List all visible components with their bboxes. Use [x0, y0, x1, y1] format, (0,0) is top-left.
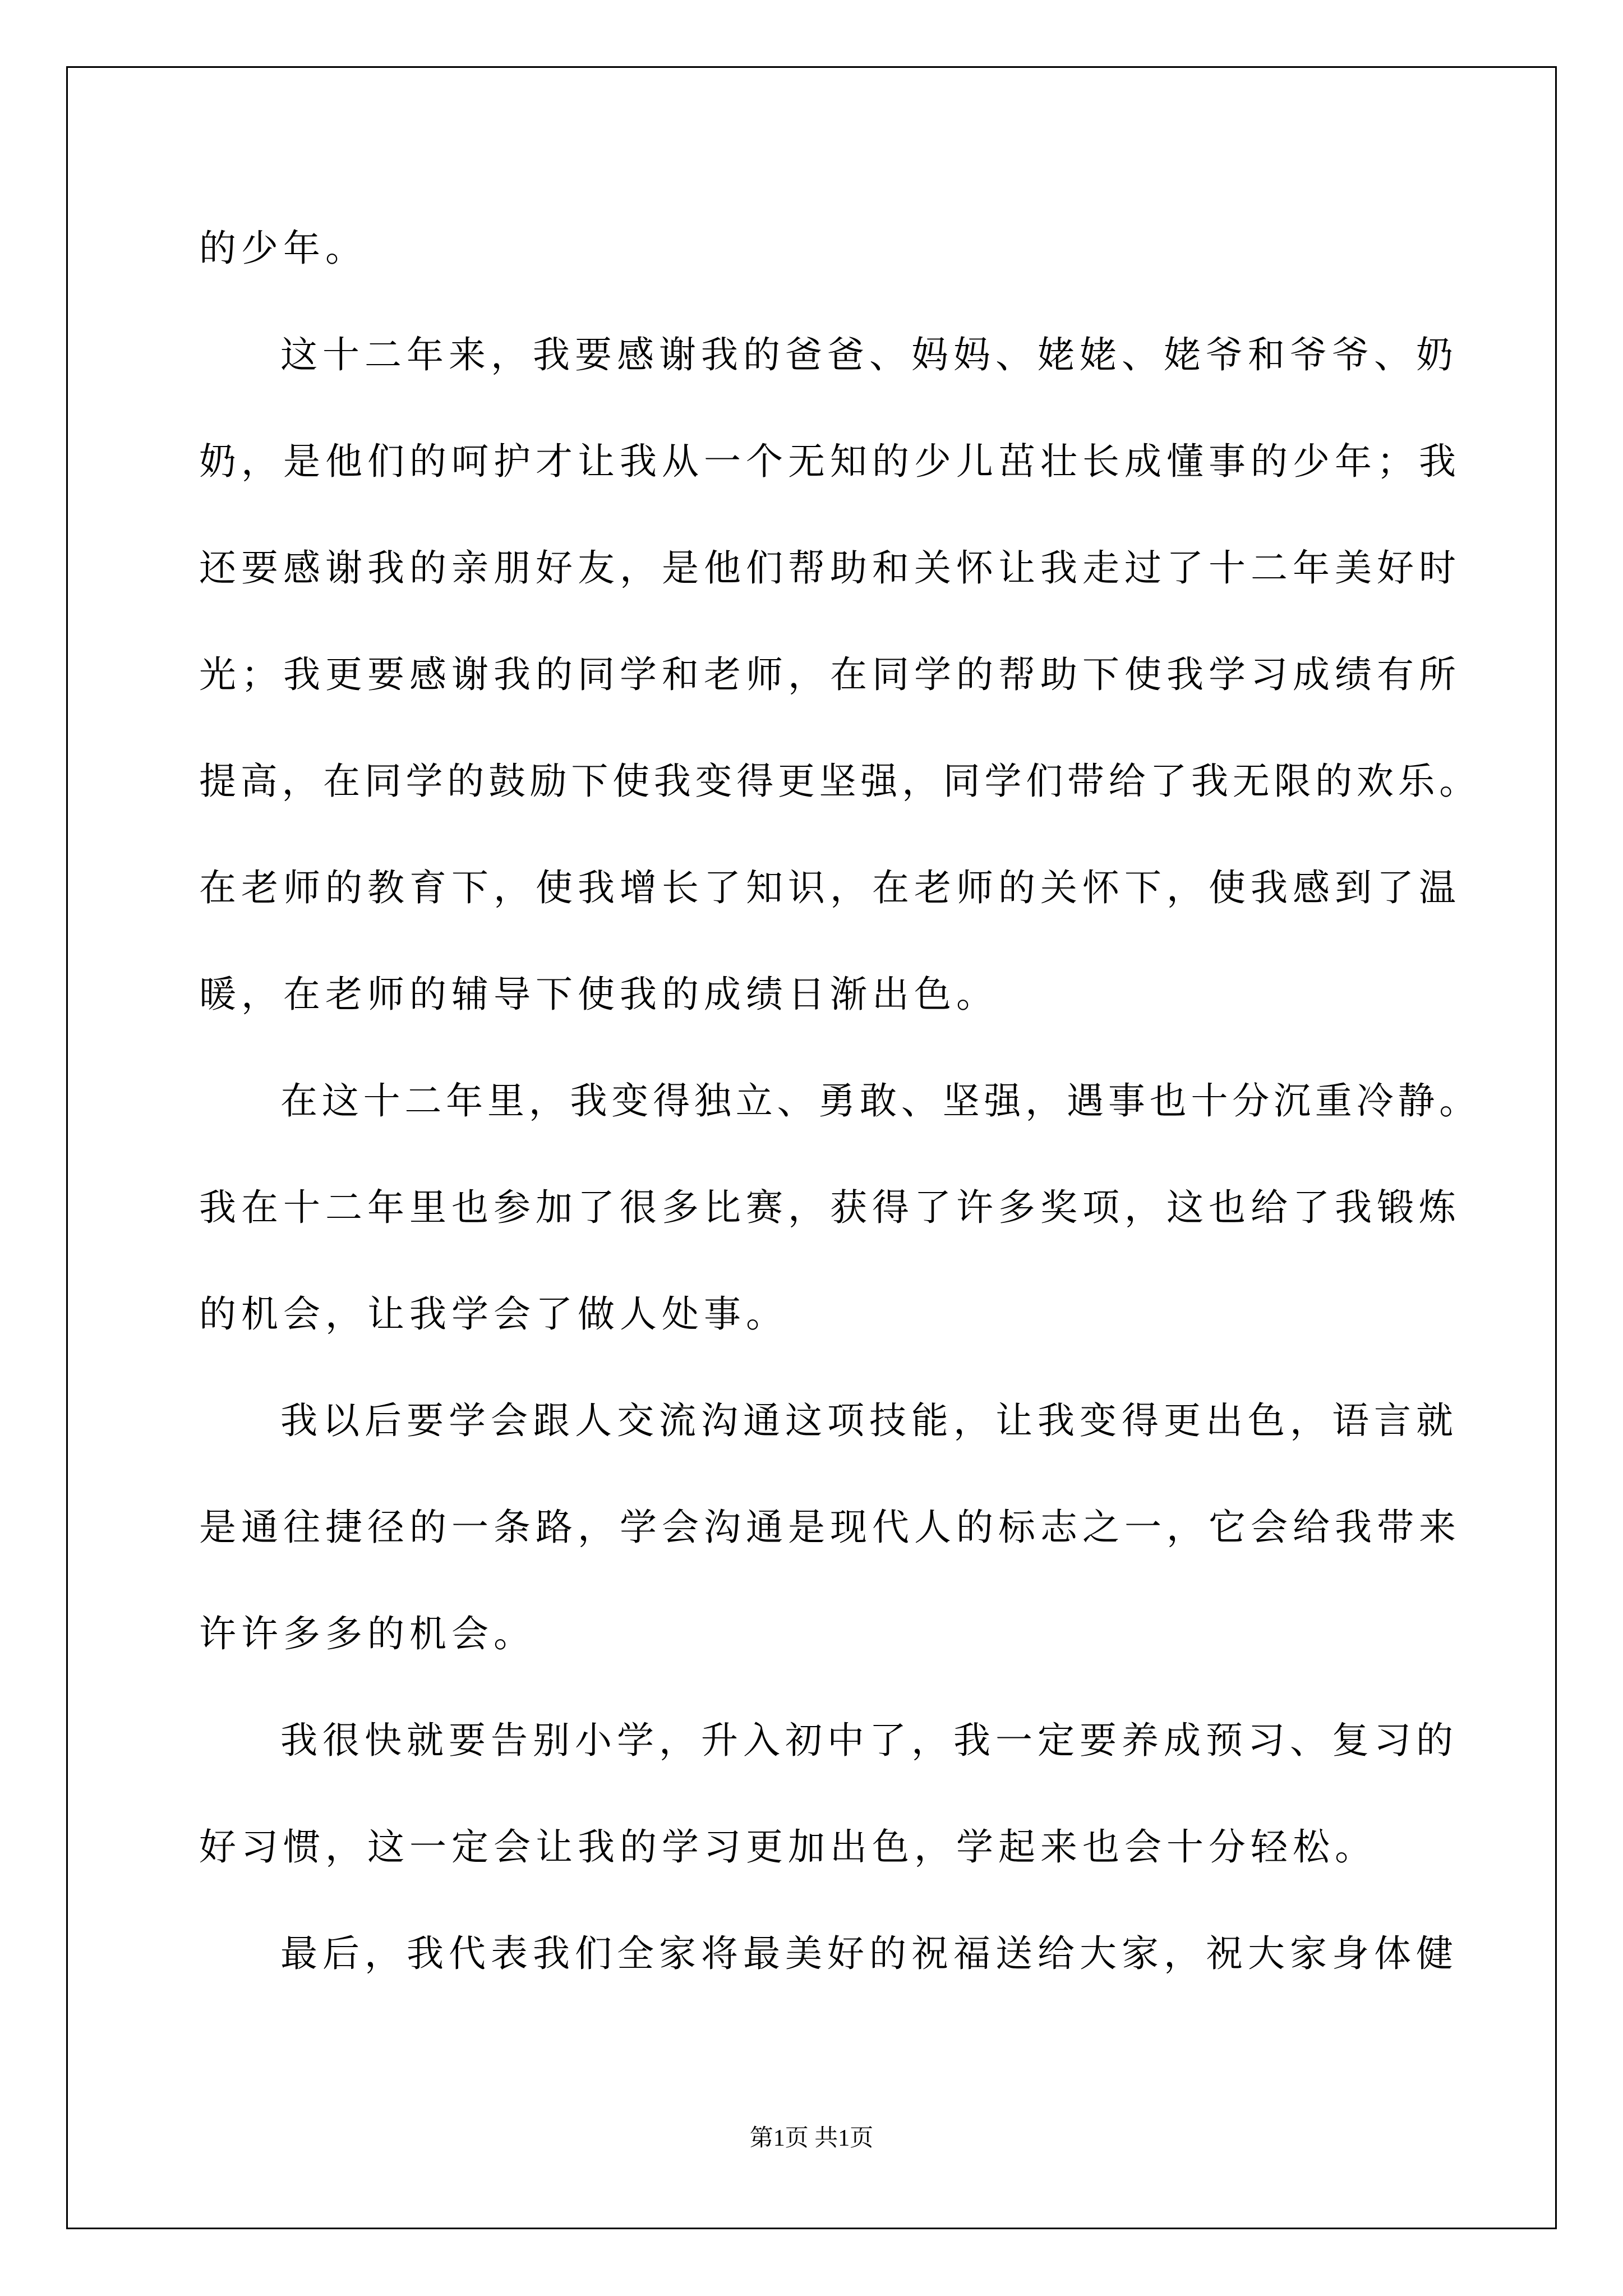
- page-number: 第1页 共1页: [749, 2125, 874, 2151]
- text-line: 许许多多的机会。: [199, 1612, 536, 1655]
- text-line: 在老师的教育下，使我增长了知识，在老师的关怀下，使我感到了温: [199, 866, 1461, 909]
- text-line: 奶，是他们的呵护才让我从一个无知的少儿茁壮长成懂事的少年；我: [199, 440, 1461, 483]
- text-line: 好习惯，这一定会让我的学习更加出色，学起来也会十分轻松。: [199, 1825, 1377, 1869]
- text-line: 是通往捷径的一条路，学会沟通是现代人的标志之一，它会给我带来: [199, 1506, 1461, 1549]
- text-line: 最后，我代表我们全家将最美好的祝福送给大家，祝大家身体健: [280, 1932, 1458, 1975]
- text-line: 在这十二年里，我变得独立、勇敢、坚强，遇事也十分沉重冷静。: [280, 1079, 1481, 1122]
- text-line: 我以后要学会跟人交流沟通这项技能，让我变得更出色，语言就: [280, 1399, 1458, 1442]
- text-line: 我在十二年里也参加了很多比赛，获得了许多奖项，这也给了我锻炼: [199, 1186, 1461, 1229]
- text-line: 的机会，让我学会了做人处事。: [199, 1292, 788, 1336]
- text-line: 我很快就要告别小学，升入初中了，我一定要养成预习、复习的: [280, 1719, 1458, 1762]
- text-line: 暖，在老师的辅导下使我的成绩日渐出色。: [199, 973, 998, 1016]
- text-line: 这十二年来，我要感谢我的爸爸、妈妈、姥姥、姥爷和爷爷、奶: [280, 333, 1458, 376]
- text-line: 的少年。: [199, 227, 367, 270]
- text-line: 提高，在同学的鼓励下使我变得更坚强，同学们带给了我无限的欢乐。: [199, 760, 1481, 803]
- text-line: 还要感谢我的亲朋好友，是他们帮助和关怀让我走过了十二年美好时: [199, 546, 1461, 590]
- page-frame: [66, 66, 1557, 2229]
- text-line: 光；我更要感谢我的同学和老师，在同学的帮助下使我学习成绩有所: [199, 653, 1461, 696]
